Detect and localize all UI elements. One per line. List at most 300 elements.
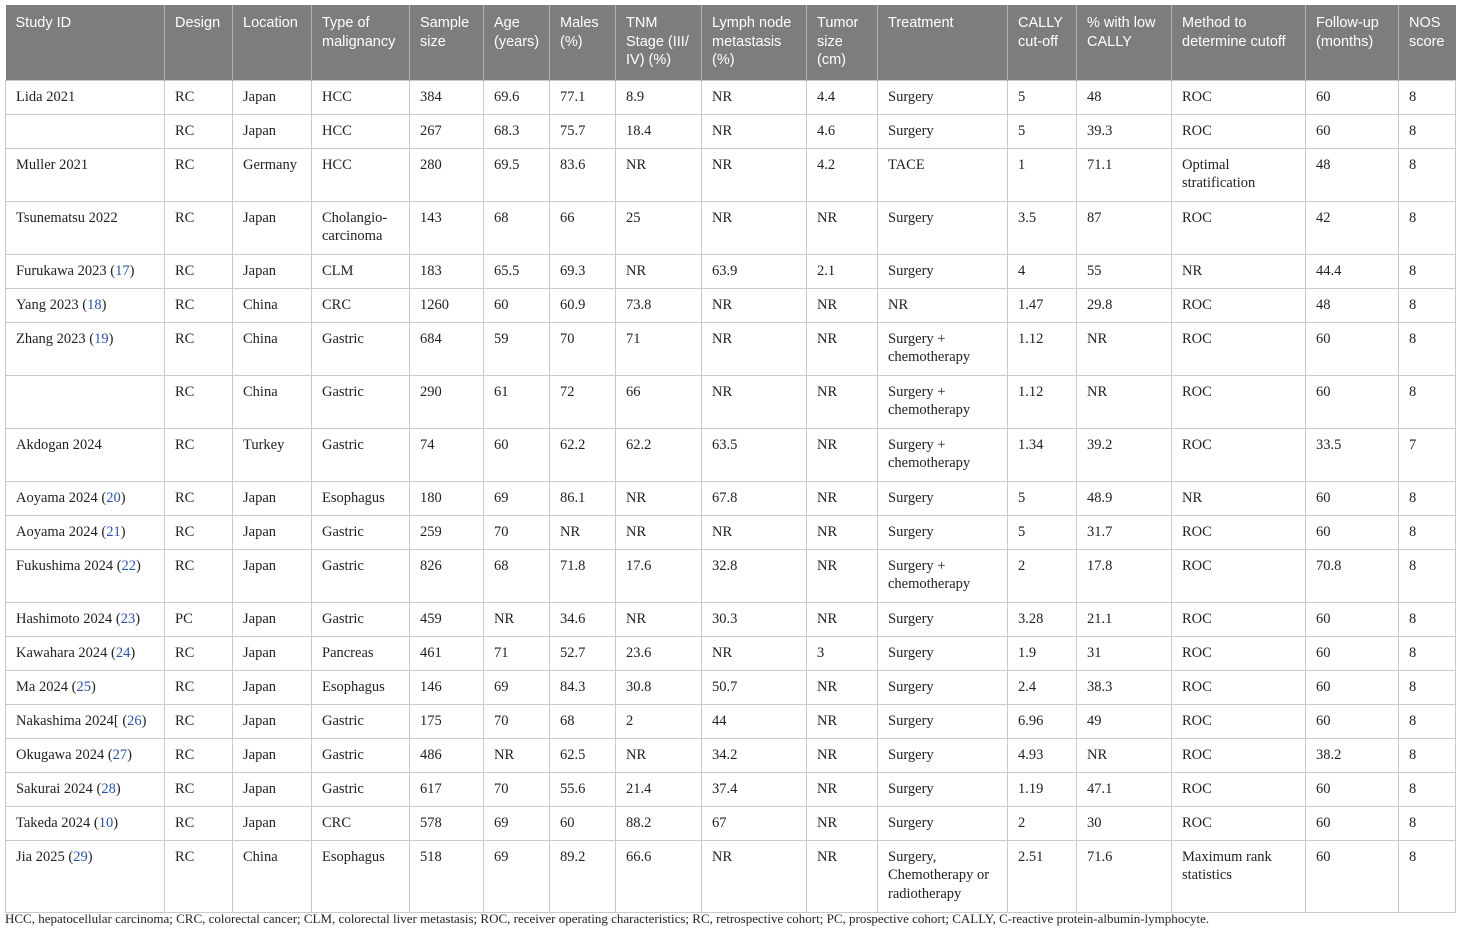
cell-sample: 461: [410, 636, 484, 670]
table-row: [6, 840, 1456, 912]
cell-design: RC: [165, 481, 233, 515]
cell-tumor: NR: [807, 602, 878, 636]
cell-cutoff: 2: [1008, 806, 1077, 840]
cell-sample: 143: [410, 201, 484, 254]
cell-treatment: Surgery + chemotherapy: [878, 549, 1008, 602]
cell-type: Cholangio-carcinoma: [312, 201, 410, 254]
table-row: [6, 322, 1456, 375]
cell-tnm: 2: [616, 704, 702, 738]
column-header-lymph: Lymph node metastasis (%): [702, 5, 807, 80]
reference-link[interactable]: 21: [106, 523, 121, 540]
cell-followup: 48: [1306, 288, 1399, 322]
study-id-text: Yang 2023: [16, 296, 79, 313]
cell-lymph: NR: [702, 515, 807, 549]
cell-sample: 518: [410, 840, 484, 912]
cell-tumor: 4.4: [807, 80, 878, 114]
reference-link[interactable]: 24: [115, 644, 131, 661]
cell-age: NR: [484, 602, 550, 636]
cell-low: 31: [1077, 636, 1172, 670]
cell-age: 69: [484, 840, 550, 912]
cell-age: 69.6: [484, 80, 550, 114]
cell-method: ROC: [1172, 515, 1306, 549]
cell-tnm: 18.4: [616, 114, 702, 148]
cell-sample: 259: [410, 515, 484, 549]
cell-sample: 146: [410, 670, 484, 704]
cell-males: 34.6: [550, 602, 616, 636]
cell-cutoff: 2.51: [1008, 840, 1077, 912]
cell-type: Esophagus: [312, 840, 410, 912]
cell-lymph: NR: [702, 80, 807, 114]
cell-low: 38.3: [1077, 670, 1172, 704]
cell-sample: 684: [410, 322, 484, 375]
column-header-sample: Sample size: [410, 5, 484, 80]
cell-age: NR: [484, 738, 550, 772]
cell-low: NR: [1077, 322, 1172, 375]
column-header-followup: Follow-up (months): [1306, 5, 1399, 80]
cell-age: 61: [484, 375, 550, 428]
cell-type: Gastric: [312, 428, 410, 481]
cell-design: RC: [165, 148, 233, 201]
cell-nos: 8: [1399, 114, 1456, 148]
cell-followup: 60: [1306, 80, 1399, 114]
cell-age: 68: [484, 549, 550, 602]
cell-tumor: NR: [807, 375, 878, 428]
cell-sample: 384: [410, 80, 484, 114]
cell-tnm: NR: [616, 148, 702, 201]
table-row: [6, 201, 1456, 254]
cell-method: ROC: [1172, 428, 1306, 481]
cell-low: 71.1: [1077, 148, 1172, 201]
cell-study: Takeda 2024 (10): [6, 806, 165, 840]
study-id-text: Lida 2021: [16, 88, 76, 105]
table-row: [6, 636, 1456, 670]
cell-age: 69: [484, 670, 550, 704]
study-id-text: Aoyama 2024: [16, 523, 98, 540]
cell-low: 39.2: [1077, 428, 1172, 481]
study-id-text: Kawahara 2024: [16, 644, 108, 661]
cell-tumor: NR: [807, 670, 878, 704]
cell-location: Japan: [233, 772, 312, 806]
reference-link[interactable]: 25: [76, 678, 91, 695]
cell-nos: 8: [1399, 322, 1456, 375]
cell-treatment: Surgery + chemotherapy: [878, 375, 1008, 428]
cell-nos: 8: [1399, 481, 1456, 515]
cell-tnm: 66: [616, 375, 702, 428]
cell-study: Ma 2024 (25): [6, 670, 165, 704]
table-row: [6, 428, 1456, 481]
cell-males: 86.1: [550, 481, 616, 515]
cell-design: RC: [165, 549, 233, 602]
cell-nos: 8: [1399, 80, 1456, 114]
study-id-text: Aoyama 2024: [16, 489, 98, 506]
cell-study: Sakurai 2024 (28): [6, 772, 165, 806]
cell-type: Pancreas: [312, 636, 410, 670]
cell-design: RC: [165, 201, 233, 254]
cell-followup: 60: [1306, 840, 1399, 912]
cell-low: 29.8: [1077, 288, 1172, 322]
cell-location: Japan: [233, 481, 312, 515]
cell-type: Gastric: [312, 602, 410, 636]
reference-link[interactable]: 10: [98, 814, 114, 831]
cell-followup: 60: [1306, 772, 1399, 806]
cell-followup: 60: [1306, 481, 1399, 515]
cell-tnm: NR: [616, 738, 702, 772]
column-header-method: Method to determine cutoff: [1172, 5, 1306, 80]
cell-study: Yang 2023 (18): [6, 288, 165, 322]
cell-tumor: 2.1: [807, 254, 878, 288]
table-row: [6, 375, 1456, 428]
cell-followup: 60: [1306, 704, 1399, 738]
cell-age: 69.5: [484, 148, 550, 201]
cell-tumor: NR: [807, 288, 878, 322]
cell-study: [6, 201, 165, 254]
cell-nos: 8: [1399, 375, 1456, 428]
cell-sample: 180: [410, 481, 484, 515]
cell-low: 71.6: [1077, 840, 1172, 912]
cell-tumor: NR: [807, 481, 878, 515]
cell-treatment: Surgery + chemotherapy: [878, 322, 1008, 375]
cell-males: 89.2: [550, 840, 616, 912]
cell-nos: 8: [1399, 602, 1456, 636]
study-id-text: Takeda 2024: [16, 814, 91, 831]
cell-method: ROC: [1172, 636, 1306, 670]
cell-treatment: Surgery: [878, 772, 1008, 806]
study-id-text: Jia 2025: [16, 848, 65, 865]
study-id-text: Tsunematsu 2022: [16, 209, 118, 226]
reference-link[interactable]: 18: [87, 296, 102, 313]
cell-tnm: 17.6: [616, 549, 702, 602]
cell-location: China: [233, 840, 312, 912]
cell-lymph: NR: [702, 201, 807, 254]
cell-sample: 183: [410, 254, 484, 288]
cell-treatment: Surgery, Chemotherapy or radiotherapy: [878, 840, 1008, 912]
cell-tumor: NR: [807, 806, 878, 840]
cell-design: RC: [165, 806, 233, 840]
cell-sample: 280: [410, 148, 484, 201]
cell-method: Optimal stratification: [1172, 148, 1306, 201]
cell-age: 69: [484, 481, 550, 515]
cell-males: 83.6: [550, 148, 616, 201]
cell-lymph: NR: [702, 636, 807, 670]
cell-design: RC: [165, 772, 233, 806]
cell-nos: 8: [1399, 806, 1456, 840]
cell-tumor: NR: [807, 738, 878, 772]
cell-low: 17.8: [1077, 549, 1172, 602]
study-id-text: Okugawa 2024: [16, 746, 105, 763]
study-id-text: Nakashima 2024[: [16, 712, 119, 729]
cell-cutoff: 2: [1008, 549, 1077, 602]
column-header-age: Age (years): [484, 5, 550, 80]
cell-lymph: 63.5: [702, 428, 807, 481]
cell-design: RC: [165, 254, 233, 288]
cell-lymph: 44: [702, 704, 807, 738]
cell-nos: 8: [1399, 288, 1456, 322]
cell-method: ROC: [1172, 772, 1306, 806]
column-header-type: Type of malignancy: [312, 5, 410, 80]
table-row: [6, 80, 1456, 114]
cell-followup: 60: [1306, 636, 1399, 670]
reference-link[interactable]: 27: [112, 746, 128, 763]
cell-males: 60: [550, 806, 616, 840]
cell-type: Esophagus: [312, 670, 410, 704]
cell-location: Japan: [233, 806, 312, 840]
cell-nos: 7: [1399, 428, 1456, 481]
cell-cutoff: 3.28: [1008, 602, 1077, 636]
cell-age: 60: [484, 288, 550, 322]
cell-nos: 8: [1399, 840, 1456, 912]
cell-method: ROC: [1172, 114, 1306, 148]
cell-cutoff: 3.5: [1008, 201, 1077, 254]
cell-followup: 60: [1306, 322, 1399, 375]
cell-males: 68: [550, 704, 616, 738]
cell-type: CRC: [312, 806, 410, 840]
cell-design: PC: [165, 602, 233, 636]
cell-followup: 60: [1306, 806, 1399, 840]
cell-type: HCC: [312, 80, 410, 114]
cell-method: ROC: [1172, 549, 1306, 602]
cell-nos: 8: [1399, 738, 1456, 772]
cell-method: ROC: [1172, 738, 1306, 772]
cell-study: [6, 375, 165, 428]
cell-treatment: Surgery: [878, 670, 1008, 704]
cell-tnm: 73.8: [616, 288, 702, 322]
cell-treatment: Surgery: [878, 636, 1008, 670]
cell-type: CLM: [312, 254, 410, 288]
column-header-study: Study ID: [6, 5, 165, 80]
cell-study: [6, 114, 165, 148]
reference-link[interactable]: 26: [127, 712, 142, 729]
cell-method: ROC: [1172, 670, 1306, 704]
table-row: [6, 481, 1456, 515]
table-row: [6, 670, 1456, 704]
table-row: [6, 254, 1456, 288]
cell-males: 55.6: [550, 772, 616, 806]
cell-study: [6, 80, 165, 114]
cell-cutoff: 5: [1008, 114, 1077, 148]
cell-followup: 70.8: [1306, 549, 1399, 602]
cell-design: RC: [165, 322, 233, 375]
cell-low: NR: [1077, 738, 1172, 772]
cell-method: ROC: [1172, 704, 1306, 738]
cell-low: 48.9: [1077, 481, 1172, 515]
cell-method: ROC: [1172, 80, 1306, 114]
cell-treatment: Surgery + chemotherapy: [878, 428, 1008, 481]
cell-method: ROC: [1172, 322, 1306, 375]
column-header-design: Design: [165, 5, 233, 80]
cell-treatment: Surgery: [878, 201, 1008, 254]
reference-link[interactable]: 20: [106, 489, 121, 506]
cell-cutoff: 1.34: [1008, 428, 1077, 481]
cell-cutoff: 1.12: [1008, 322, 1077, 375]
study-id-text: Furukawa 2023: [16, 262, 107, 279]
cell-location: China: [233, 375, 312, 428]
cell-tumor: 3: [807, 636, 878, 670]
cell-nos: 8: [1399, 148, 1456, 201]
cell-study: Aoyama 2024 (21): [6, 515, 165, 549]
cell-design: RC: [165, 670, 233, 704]
cell-type: Gastric: [312, 772, 410, 806]
table-row: [6, 114, 1456, 148]
cell-study: Okugawa 2024 (27): [6, 738, 165, 772]
cell-tumor: NR: [807, 549, 878, 602]
cell-age: 69: [484, 806, 550, 840]
cell-age: 70: [484, 515, 550, 549]
cell-followup: 44.4: [1306, 254, 1399, 288]
cell-treatment: Surgery: [878, 254, 1008, 288]
cell-method: ROC: [1172, 806, 1306, 840]
study-id-text: Hashimoto 2024: [16, 610, 113, 627]
cell-treatment: Surgery: [878, 602, 1008, 636]
table-header-row: [6, 5, 1456, 80]
cell-males: 66: [550, 201, 616, 254]
cell-type: Gastric: [312, 738, 410, 772]
cell-lymph: 67: [702, 806, 807, 840]
cell-study: Kawahara 2024 (24): [6, 636, 165, 670]
cell-cutoff: 4.93: [1008, 738, 1077, 772]
cell-type: Gastric: [312, 704, 410, 738]
cell-location: Japan: [233, 704, 312, 738]
column-header-tumor: Tumor size (cm): [807, 5, 878, 80]
cell-sample: 826: [410, 549, 484, 602]
cell-nos: 8: [1399, 772, 1456, 806]
cell-design: RC: [165, 840, 233, 912]
table-row: [6, 148, 1456, 201]
cell-low: 39.3: [1077, 114, 1172, 148]
table-row: [6, 602, 1456, 636]
cell-treatment: NR: [878, 288, 1008, 322]
cell-method: ROC: [1172, 375, 1306, 428]
cell-location: Japan: [233, 738, 312, 772]
cell-type: HCC: [312, 148, 410, 201]
cell-treatment: Surgery: [878, 515, 1008, 549]
cell-treatment: Surgery: [878, 704, 1008, 738]
cell-design: RC: [165, 375, 233, 428]
cell-low: 48: [1077, 80, 1172, 114]
cell-lymph: 34.2: [702, 738, 807, 772]
cell-lymph: NR: [702, 148, 807, 201]
cell-tnm: NR: [616, 515, 702, 549]
cell-cutoff: 5: [1008, 515, 1077, 549]
cell-location: Japan: [233, 114, 312, 148]
cell-treatment: Surgery: [878, 481, 1008, 515]
cell-males: 70: [550, 322, 616, 375]
cell-location: Japan: [233, 201, 312, 254]
table-footnote: HCC, hepatocellular carcinoma; CRC, colorectal cancer; CLM, colorectal liver metastasis; ROC, receiver operating characteristics; RC, retrospective cohort; PC, prospective cohort; CALLY, C-reactive protein-albumin-lymphocyte.: [5, 911, 1210, 926]
cell-sample: 486: [410, 738, 484, 772]
cell-tnm: 66.6: [616, 840, 702, 912]
cell-type: Gastric: [312, 549, 410, 602]
cell-cutoff: 5: [1008, 80, 1077, 114]
cell-location: China: [233, 288, 312, 322]
cell-cutoff: 4: [1008, 254, 1077, 288]
cell-followup: 42: [1306, 201, 1399, 254]
reference-link[interactable]: 22: [121, 557, 137, 574]
cell-males: 84.3: [550, 670, 616, 704]
cell-type: Gastric: [312, 515, 410, 549]
cell-tnm: 8.9: [616, 80, 702, 114]
cell-nos: 8: [1399, 704, 1456, 738]
cell-lymph: NR: [702, 375, 807, 428]
cell-lymph: NR: [702, 288, 807, 322]
cell-treatment: Surgery: [878, 114, 1008, 148]
column-header-location: Location: [233, 5, 312, 80]
cell-low: 55: [1077, 254, 1172, 288]
cell-lymph: NR: [702, 840, 807, 912]
cell-age: 70: [484, 704, 550, 738]
cell-study: Nakashima 2024[ (26): [6, 704, 165, 738]
cell-age: 68: [484, 201, 550, 254]
reference-link[interactable]: 29: [73, 848, 88, 865]
cell-followup: 60: [1306, 114, 1399, 148]
cell-lymph: 30.3: [702, 602, 807, 636]
cell-type: Esophagus: [312, 481, 410, 515]
cell-treatment: Surgery: [878, 80, 1008, 114]
cell-low: 47.1: [1077, 772, 1172, 806]
cell-males: 69.3: [550, 254, 616, 288]
cell-tnm: 30.8: [616, 670, 702, 704]
cell-sample: 617: [410, 772, 484, 806]
cell-location: Japan: [233, 636, 312, 670]
cell-sample: 290: [410, 375, 484, 428]
cell-age: 60: [484, 428, 550, 481]
cell-study: Fukushima 2024 (22): [6, 549, 165, 602]
cell-tnm: NR: [616, 481, 702, 515]
cell-males: 60.9: [550, 288, 616, 322]
study-id-text: Zhang 2023: [16, 330, 86, 347]
cell-study: Zhang 2023 (19): [6, 322, 165, 375]
column-header-tnm: TNM Stage (III/ IV) (%): [616, 5, 702, 80]
cell-followup: 60: [1306, 670, 1399, 704]
reference-link[interactable]: 17: [115, 262, 130, 279]
cell-tnm: NR: [616, 602, 702, 636]
cell-nos: 8: [1399, 670, 1456, 704]
cell-nos: 8: [1399, 515, 1456, 549]
cell-location: Germany: [233, 148, 312, 201]
table-container: [5, 5, 1455, 913]
column-header-cutoff: CALLY cut-off: [1008, 5, 1077, 80]
cell-cutoff: 1.9: [1008, 636, 1077, 670]
cell-cutoff: 5: [1008, 481, 1077, 515]
cell-design: RC: [165, 80, 233, 114]
reference-link[interactable]: 23: [120, 610, 136, 627]
cell-method: NR: [1172, 481, 1306, 515]
cell-method: Maximum rank statistics: [1172, 840, 1306, 912]
cell-treatment: Surgery: [878, 806, 1008, 840]
reference-link[interactable]: 19: [94, 330, 109, 347]
cell-males: 75.7: [550, 114, 616, 148]
cell-tnm: NR: [616, 254, 702, 288]
cell-males: 52.7: [550, 636, 616, 670]
cell-sample: 578: [410, 806, 484, 840]
cell-study: Hashimoto 2024 (23): [6, 602, 165, 636]
cell-lymph: NR: [702, 114, 807, 148]
cell-study: [6, 428, 165, 481]
cell-type: Gastric: [312, 375, 410, 428]
study-id-text: Fukushima 2024: [16, 557, 114, 574]
cell-tumor: 4.6: [807, 114, 878, 148]
cell-nos: 8: [1399, 201, 1456, 254]
cell-tnm: 25: [616, 201, 702, 254]
cell-method: NR: [1172, 254, 1306, 288]
cell-males: 62.2: [550, 428, 616, 481]
cell-location: Japan: [233, 80, 312, 114]
cell-location: Japan: [233, 602, 312, 636]
cell-design: RC: [165, 288, 233, 322]
cell-low: 31.7: [1077, 515, 1172, 549]
cell-sample: 175: [410, 704, 484, 738]
reference-link[interactable]: 28: [101, 780, 116, 797]
cell-low: 49: [1077, 704, 1172, 738]
